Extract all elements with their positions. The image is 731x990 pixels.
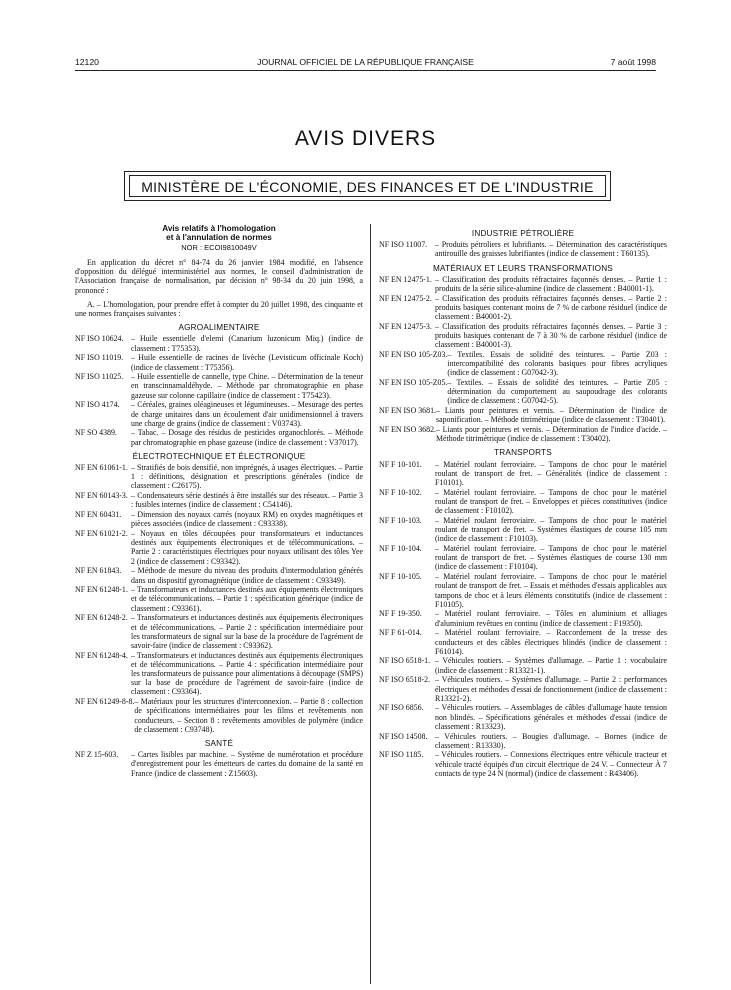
standard-code: NF F 10-105. <box>379 572 422 582</box>
standard-description: – Matériel roulant ferroviaire. – Tampons de choc pour le matériel roulant de transport de fret. – Généralités (indice de classement : F10101). <box>435 459 667 488</box>
standard-entry <box>75 510 363 528</box>
standard-entry <box>379 628 667 656</box>
section-title: SANTÉ <box>204 738 234 748</box>
journal-title: JOURNAL OFFICIEL DE LA RÉPUBLIQUE FRANÇAISE <box>257 57 474 67</box>
standard-description: – Véhicules routiers. – Bougies d'allumage. – Bornes (indice de classement : R13330). <box>435 731 667 750</box>
standard-entry <box>75 353 363 371</box>
right-sections <box>379 229 667 778</box>
standard-code: NF EN 60431. <box>75 510 122 520</box>
standard-code: NF EN 12475-1. <box>379 274 432 284</box>
standard-code: NF ISO 11019. <box>75 353 124 363</box>
left-sections <box>75 323 363 778</box>
standard-description: – Condensateurs série destinés à être installés sur des réseaux. – Partie 3 : fusibles internes (indice de classement : C54146). <box>131 491 363 510</box>
standard-code: NF EN 61248-1. <box>75 585 128 595</box>
column-divider <box>370 224 371 984</box>
standard-entry <box>379 294 667 322</box>
left-column <box>75 224 363 778</box>
standard-entry <box>379 656 667 674</box>
standard-entry <box>379 488 667 516</box>
standard-entry <box>75 529 363 566</box>
standard-entry <box>75 651 363 697</box>
standard-code: NF F 10-102. <box>379 487 422 497</box>
standard-code: NF EN 12475-3. <box>379 321 432 331</box>
standard-entry <box>75 428 363 446</box>
standard-description: – Liants pour peintures et vernis. – Détermination de l'indice d'acide. – Méthode titrimétrique (indice de classement : T30402). <box>436 425 667 444</box>
standard-code: NF EN ISO 3681. <box>379 406 436 416</box>
standard-description: – Matériaux pour les structures d'interconnexion. – Partie 8 : collection de spécifications intermédiaires pour les films et revêtements non conducteurs. – Section 8 : revêtements amovibles de polymère (indice de classement : C93748). <box>134 697 363 734</box>
section-title: AGROALIMENTAIRE <box>178 323 260 333</box>
standard-description: – Véhicules routiers. – Systèmes d'allumage. – Partie 1 : vocabulaire (indice de classement : R13321-1). <box>435 656 667 675</box>
standard-code: NF ISO 14508. <box>379 731 428 741</box>
standard-entry <box>75 334 363 352</box>
section-title: TRANSPORTS <box>494 448 552 458</box>
point-a-paragraph: A. – L'homologation, pour prendre effet à compter du 20 juillet 1998, des cinquante et une normes françaises suivantes : <box>75 299 363 319</box>
standard-description: – Noyaux en tôles découpées pour transformateurs et inductances destinés aux équipements électroniques et de télécommunications. – Partie 2 : caractéristiques électriques pour noyaux utilisant des tôles Yee 2 (indice de classement : C93342). <box>131 529 363 566</box>
standard-description: – Huile essentielle de cannelle, type Chine. – Détermination de la teneur en transcinnamaldéhyde. – Méthode par chromatographie en phase gazeuse sur colonne capillaire (indice de classement : T75423). <box>131 372 363 400</box>
standard-description: – Méthode de mesure du niveau des produits d'intermodulation générés dans un dispositif gyromagnétique (indice de classement : C93349). <box>131 566 363 585</box>
standard-entry <box>75 613 363 650</box>
standard-code: NF SO 4389. <box>75 428 117 438</box>
ministry-name: MINISTÈRE DE L'ÉCONOMIE, DES FINANCES ET DE L'INDUSTRIE <box>129 175 606 197</box>
standard-description: – Textiles. – Essais de solidité des teintures. – Partie Z05 : détermination du comportement au saupoudrage des colorants (indice de classement : G07042-5). <box>447 378 667 406</box>
standard-entry <box>379 240 667 258</box>
standard-code: NF ISO 11025. <box>75 372 124 382</box>
issue-date: 7 août 1998 <box>610 57 656 67</box>
standard-entry <box>379 750 667 778</box>
standard-entry <box>379 378 667 406</box>
standard-code: NF ISO 4174. <box>75 400 120 410</box>
standard-entry <box>379 425 667 443</box>
standard-description: – Huile essentielle d'elemi (Canarium luzonicum Miq.) (indice de classement : T75353). <box>131 334 363 353</box>
standard-code: NF EN 61843. <box>75 566 122 576</box>
standard-description: – Matériel roulant ferroviaire. – Tampons de choc pour le matériel roulant de transport de fret. – Systèmes élastiques de course 105 mm (indice de classement : F10103). <box>435 515 667 544</box>
ministry-box <box>124 171 611 201</box>
standard-code: NF Z 15-603. <box>75 750 119 760</box>
standard-code: NF EN 61061-1. <box>75 463 128 473</box>
standard-description: – Véhicules routiers. – Systèmes d'allumage. – Partie 2 : performances électriques et méthodes d'essai de fonctionnement (indice de classement : R13321-2). <box>435 675 667 703</box>
page-title: AVIS DIVERS <box>294 127 437 150</box>
standard-description: – Tabac. – Dosage des résidus de pesticides organochlorés. – Méthode par chromatographie en phase gazeuse (indice de classement : V37017). <box>131 428 363 447</box>
standard-code: NF EN ISO 105-Z03. <box>379 349 448 359</box>
standard-description: – Produits pétroliers et lubrifiants. – Détermination des caractéristiques antirouille des graisses lubrifiantes (indice de classement : T60135). <box>435 240 667 259</box>
standard-description: – Classification des produits réfractaires façonnés denses. – Partie 3 : produits basiques contenant de 7 à 30 % de carbone résiduel (indice de classement : B40001-3). <box>435 321 667 350</box>
standard-entry <box>379 460 667 488</box>
standard-entry <box>75 400 363 428</box>
standard-entry <box>379 703 667 731</box>
standard-entry <box>379 275 667 293</box>
standard-description: – Classification des produits réfractaires façonnés denses. – Partie 2 : produits basiques contenant moins de 7 % de carbone résiduel (indice de classement : B40001-2). <box>435 293 667 322</box>
standard-entry <box>379 350 667 378</box>
standard-description: – Matériel roulant ferroviaire. – Tampons de choc pour le matériel roulant de transport de fret. – Systèmes élastiques de course 130 mm (indice de classement : F10104). <box>435 544 667 572</box>
standard-description: – Matériel roulant ferroviaire. – Tampons de choc pour le matériel roulant de transport de fret. – Enveloppes et pièces constitutives (indice de classement : F10102). <box>435 487 667 516</box>
standard-description: – Véhicules routiers. – Assemblages de câbles d'allumage haute tension non blindés. – Spécifications générales et méthodes d'essai (indice de classement : R13323). <box>435 703 667 731</box>
standard-code: NF EN 61248-2. <box>75 613 128 623</box>
standard-entry <box>75 750 363 778</box>
notice-title-line-2: et à l'annulation de normes <box>166 233 272 243</box>
standard-entry <box>379 675 667 703</box>
standard-entry <box>379 406 667 424</box>
standard-code: NF EN 60143-3. <box>75 491 128 501</box>
standard-entry <box>75 463 363 491</box>
standard-code: NF EN ISO 3682. <box>379 425 436 435</box>
standard-entry <box>75 566 363 584</box>
standard-description: – Matériel roulant ferroviaire. – Tôles en aluminium et alliages d'aluminium revêtues en continu (indice de classement : F19350). <box>435 609 667 628</box>
standard-description: – Transformateurs et inductances destinés aux équipements électroniques et de télécommunications. – Partie 4 : spécification intermédiaire pour les transformateurs de puissance pour alimentations à découpage (SMPS) sur la base de procédure de l'agrément de savoir-faire (indice de classement : C93364). <box>131 650 363 697</box>
standard-code: NF ISO 6518-2. <box>379 675 431 685</box>
standard-code: NF ISO 6518-1. <box>379 656 431 666</box>
section-title: INDUSTRIE PÉTROLIÈRE <box>471 229 575 238</box>
standard-code: NF F 19-350. <box>379 609 422 619</box>
standard-code: NF F 10-104. <box>379 544 422 553</box>
standard-entry <box>379 609 667 627</box>
standard-entry <box>379 572 667 609</box>
standard-description: – Véhicules routiers. – Connexions électriques entre véhicule tracteur et véhicule tracté équipés d'un circuit électrique de 24 V. – Connecteur À 7 contacts de type 24 N (normal) (indice de classement : R43406). <box>435 750 667 778</box>
nor-reference: NOR : ECOI9810049V <box>181 242 257 252</box>
intro-paragraph: En application du décret n° 84-74 du 26 janvier 1984 modifié, en l'absence d'opposition du délégué interministériel aux normes, le conseil d'administration de l'Association française de normalisation, par décision n° 98-34 du 20 juin 1998, a prononcé : <box>75 258 363 295</box>
standard-description: – Textiles. Essais de solidité des teintures. – Partie Z03 : intercompatibilité des colorants basiques pour fibres acryliques (indice de classement : G07042-3). <box>447 349 667 378</box>
standard-entry <box>379 322 667 350</box>
standard-description: – Dimension des noyaux carrés (noyaux RM) en oxydes magnétiques et pièces associées (indice de classement : C93338). <box>131 510 363 529</box>
page-header <box>75 56 656 71</box>
standard-code: NF EN 12475-2. <box>379 293 432 303</box>
standard-entry <box>379 544 667 572</box>
standard-description: – Liants pour peintures et vernis. – Détermination de l'indice de saponification. – Méthode titrimétrique (indice de classement : T30401). <box>436 406 667 425</box>
right-column <box>379 224 667 779</box>
standard-description: – Matériel roulant ferroviaire. – Raccordement de la tresse des conducteurs et des câbles électriques blindés (indice de classement : F61014). <box>435 628 667 656</box>
standard-code: NF EN 61021-2. <box>75 529 128 538</box>
standard-description: – Huile essentielle de racines de livèche (Levisticum officinale Koch) (indice de classement : T75356). <box>131 353 363 372</box>
standard-code: NF F 10-101. <box>379 459 422 469</box>
standard-description: – Cartes lisibles par machine. – Système de numérotation et procédure d'enregistrement pour les émetteurs de cartes du domaine de la santé en France (indice de classement : Z15603). <box>131 750 363 778</box>
section-title: ÉLECTROTECHNIQUE ET ÉLECTRONIQUE <box>132 451 306 461</box>
standard-description: – Matériel roulant ferroviaire. – Tampons de choc pour le matériel roulant de transport de fret. – Essais et méthodes d'essais applicables aux tampons de choc et à leurs éléments constitutifs (indice de classement : F10105). <box>435 572 667 609</box>
standard-entry <box>75 372 363 400</box>
standard-description: – Céréales, graines oléagineuses et légumineuses. – Mesurage des pertes de charge unitaires dans un écoulement d'air unidimensionnel à travers une charge de grains (indice de classement : V03743). <box>131 400 363 428</box>
standard-description: – Classification des produits réfractaires façonnés denses. – Partie 1 : produits de la série silice-alumine (indice de classement : B40001-1). <box>435 274 667 294</box>
standard-code: NF ISO 10624. <box>75 334 124 344</box>
standard-entry <box>75 697 363 734</box>
standard-entry <box>75 585 363 613</box>
standard-code: NF EN 61249-8-8. <box>75 697 135 707</box>
notice-title-line-1: Avis relatifs à l'homologation <box>162 224 276 233</box>
standard-description: – Transformateurs et inductances destinés aux équipements électroniques et de télécommunications. – Partie 2 : spécification intermédiaire pour les transformateurs de signal sur la base de la procédure de l'agrément de savoir-faire (indice de classement : C93362). <box>131 613 363 650</box>
standard-code: NF ISO 11007. <box>379 240 428 250</box>
standard-code: NF EN 61248-4. <box>75 650 128 660</box>
standard-entry <box>379 732 667 750</box>
standard-code: NF ISO 1185. <box>379 750 424 760</box>
standard-code: NF ISO 6856. <box>379 703 424 713</box>
standard-code: NF EN ISO 105-Z05. <box>379 378 448 388</box>
standard-entry <box>75 491 363 509</box>
standard-description: – Transformateurs et inductances destinés aux équipements électroniques et de télécommunications. – Partie 1 : spécification générique (indice de classement : C93361). <box>131 585 363 613</box>
section-title: MATÉRIAUX ET LEURS TRANSFORMATIONS <box>433 263 613 273</box>
page-number: 12120 <box>75 57 99 67</box>
standard-code: NF F 10-103. <box>379 515 422 525</box>
standard-code: NF F 61-014. <box>379 628 422 638</box>
standard-entry <box>379 516 667 544</box>
standard-description: – Stratifiés de bois densifié, non imprégnés, à usages électriques. – Partie 1 : définitions, désignation et prescriptions générales (indice de classement : C26175). <box>131 463 363 491</box>
